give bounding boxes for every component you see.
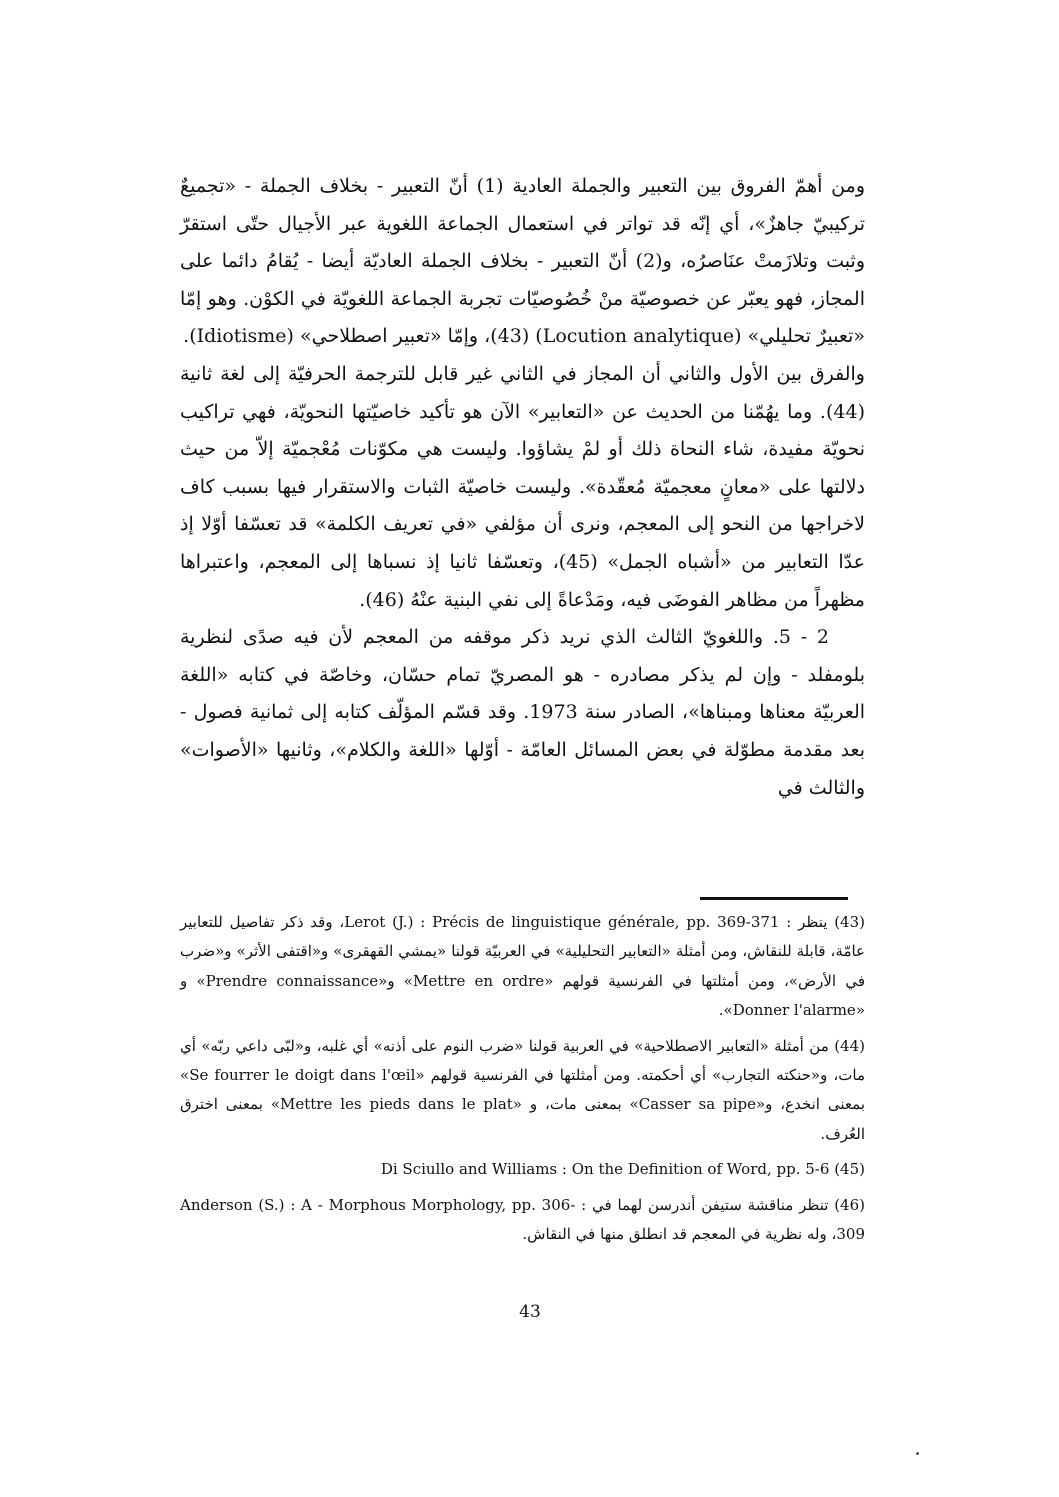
body-text xyxy=(180,168,865,807)
body-paragraph-1: ومن أهمّ الفروق بين التعبير والجملة العادية (1) أنّ التعبير - بخلاف الجملة - «تجميعٌ تركيبيّ جاهزٌ»، أي إنّه قد تواتر في استعمال الجماعة اللغوية عبر الأجيال حتّى استقرّ وثبت وتلازَمتْ عنَاصرُه، و(2) أنّ التعبير - بخلاف الجملة العاديّة أيضا - يُقامُ دائما على المجاز، فهو يعبّر عن خصوصيّة منْ خُصُوصيّات تجربة الجماعة اللغويّة في الكوْن. وهو إمّا «تعبيرٌ تحليلي» (Locution analytique) (43)، وإمّا «تعبير اصطلاحي» (Idiotisme). xyxy=(180,175,865,348)
footnotes xyxy=(180,908,865,1255)
footnote-45: (45) Di Sciullo and Williams : On the Definition of Word, pp. 5-6 xyxy=(380,1160,865,1179)
footnote-46: (46) تنظر مناقشة ستيفن أندرسن لهما في : Anderson (S.) : A - Morphous Morphology, pp. 306-309، وله نظرية في المعجم قد انطلق منها في النقاش. xyxy=(180,1195,865,1244)
footnote-43: (43) ينظر : Lerot (J.) : Précis de linguistique générale, pp. 369-371، وقد ذكر تفاصيل للتعابير عامّة، قابلة للنقاش، ومن أمثلة «التعابير التحليلية» في العربيّة قولنا «يمشي القهقرى» و«اقتفى الأثر» و«ضرب في الأرض»، ومن أمثلتها في الفرنسية قولهم «Mettre en ordre» و«Prendre connaissance» و «Donner l'alarme». xyxy=(180,913,865,1020)
body-paragraph-2: والفرق بين الأول والثاني أن المجاز في الثاني غير قابل للترجمة الحرفيّة إلى لغة ثانية (44). وما يهُمّنا من الحديث عن «التعابير» الآن هو تأكيد خاصيّتها النحويّة، فهي تراكيب نحويّة مفيدة، شاء النحاة ذلك أو لمْ يشاؤوا. وليست هي مكوّنات مُعْجميّة إلاّ من حيث دلالتها على «معانٍ معجميّة مُعقّدة». وليست خاصيّة الثبات والاستقرار فيها بسبب كاف لاخراجها من النحو إلى المعجم، ونرى أن مؤلفي «في تعريف الكلمة» قد تعسّفا أوّلا إذ عدّا التعابير من «أشباه الجمل» (45)، وتعسّفا ثانيا إذ نسباها إلى المعجم، واعتبراها مظهراً من مظاهر الفوضَى فيه، ومَدْعاةً إلى نفي البنية عنْهُ (46). xyxy=(180,362,865,611)
scan-speck xyxy=(916,1452,919,1455)
footnote-separator xyxy=(700,897,848,900)
footnote-44: (44) من أمثلة «التعابير الاصطلاحية» في العربية قولنا «ضرب النوم على أذنه» أي غلبه، و«لبّى داعي ربّه» أي مات، و«حنكته التجارب» أي أحكمته. ومن أمثلتها في الفرنسية قولهم «Se fourrer le doigt dans l'œil» بمعنى انخدع، و«Casser sa pipe» بمعنى مات، و «Mettre les pieds dans le plat» بمعنى اخترق العُرف. xyxy=(180,1036,865,1143)
page-number: 43 xyxy=(519,1302,541,1322)
body-paragraph-3: 2 - 5. واللغويّ الثالث الذي نريد ذكر موقفه من المعجم لأن فيه صدًى لنظرية بلومفلد - وإن لم يذكر مصادره - هو المصريّ تمام حسّان، وخاصّة في كتابه «اللغة العربيّة معناها ومبناها»، الصادر سنة 1973. وقد قسّم المؤلّف كتابه إلى ثمانية فصول - بعد مقدمة مطوّلة في بعض المسائل العامّة - أوّلها «اللغة والكلام»، وثانيها «الأصوات» والثالث في xyxy=(180,626,866,799)
